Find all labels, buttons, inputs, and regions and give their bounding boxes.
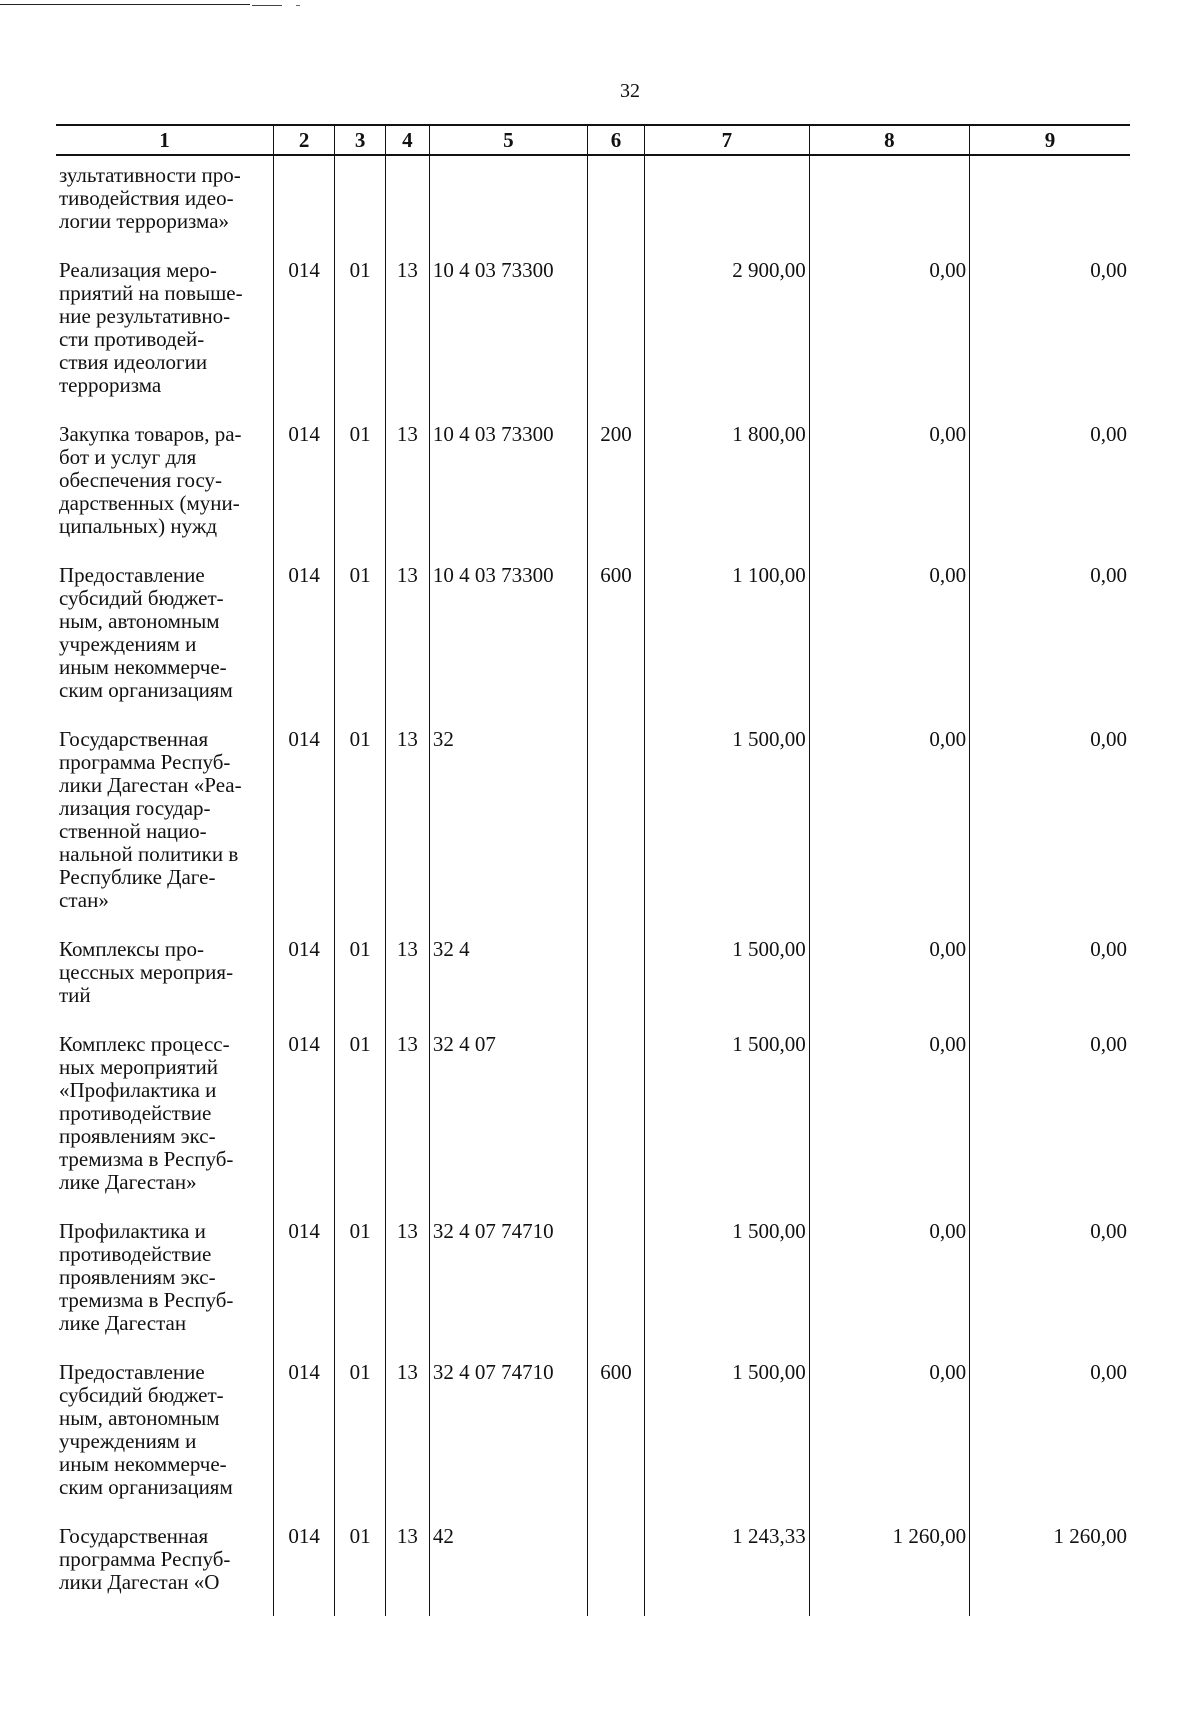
row-ved: 014: [273, 419, 334, 560]
header-rule-fragment: [252, 5, 282, 6]
row-amount-7: 2 900,00: [645, 255, 810, 419]
row-pr: 13: [385, 560, 429, 724]
row-rz: 01: [335, 255, 386, 419]
row-rz: 01: [335, 560, 386, 724]
row-pr: 13: [385, 1029, 429, 1216]
row-pr: 13: [385, 255, 429, 419]
header-rule: [0, 4, 250, 5]
row-amount-8: 0,00: [809, 419, 969, 560]
row-vr: [587, 1029, 644, 1216]
row-ved: 014: [273, 255, 334, 419]
row-ved: 014: [273, 1029, 334, 1216]
row-csr: 32 4: [429, 934, 587, 1029]
table-row: [56, 155, 1130, 255]
row-name: Реализация меро- приятий на повыше- ние результативно- сти противодей- ствия идеологии терроризма: [59, 258, 243, 397]
row-ved: 014: [273, 1521, 334, 1616]
row-pr: 13: [385, 1357, 429, 1521]
row-pr: 13: [385, 1216, 429, 1357]
row-pr: [385, 155, 429, 255]
row-amount-7: 1 243,33: [645, 1521, 810, 1616]
row-vr: [587, 724, 644, 934]
row-vr: 600: [587, 560, 644, 724]
budget-table: [56, 124, 1130, 1616]
row-amount-7: 1 100,00: [645, 560, 810, 724]
row-ved: 014: [273, 1357, 334, 1521]
header-row: [56, 125, 1130, 155]
row-ved: 014: [273, 724, 334, 934]
table-row: [56, 1029, 1130, 1216]
row-vr: [587, 1521, 644, 1616]
row-csr: 42: [429, 1521, 587, 1616]
row-amount-7: 1 500,00: [645, 934, 810, 1029]
column-header-6: 6: [587, 125, 644, 155]
row-name: Государственная программа Респуб- лики Дагестан «О: [59, 1524, 231, 1594]
row-amount-9: 1 260,00: [970, 1521, 1130, 1616]
row-amount-9: 0,00: [970, 560, 1130, 724]
table-row: [56, 934, 1130, 1029]
row-amount-7: [645, 155, 810, 255]
row-rz: 01: [335, 724, 386, 934]
column-header-1: 1: [56, 125, 273, 155]
table-row: [56, 1216, 1130, 1357]
row-amount-9: 0,00: [970, 1357, 1130, 1521]
page-number: 32: [620, 80, 640, 102]
row-name: Предоставление субсидий бюджет- ным, автономным учреждениям и иным некоммерче- ским организациям: [59, 563, 233, 702]
row-vr: [587, 155, 644, 255]
row-rz: 01: [335, 1521, 386, 1616]
row-vr: [587, 1216, 644, 1357]
column-header-7: 7: [645, 125, 810, 155]
row-csr: 32 4 07 74710: [429, 1216, 587, 1357]
column-header-4: 4: [385, 125, 429, 155]
row-csr: 10 4 03 73300: [429, 255, 587, 419]
table-row: [56, 255, 1130, 419]
column-header-3: 3: [335, 125, 386, 155]
row-name: Комплекс процесс- ных мероприятий «Профилактика и противодействие проявлениям экс- тремизма в Респуб- лике Дагестан»: [59, 1032, 234, 1194]
row-vr: 200: [587, 419, 644, 560]
row-name: Государственная программа Респуб- лики Дагестан «Реа- лизация государ- ственной нацио- нальной политики в Республике Даге- стан»: [59, 727, 242, 912]
row-amount-9: 0,00: [970, 724, 1130, 934]
row-vr: 600: [587, 1357, 644, 1521]
row-name: Закупка товаров, ра- бот и услуг для обеспечения госу- дарственных (муни- ципальных) нужд: [59, 422, 242, 538]
row-csr: [429, 155, 587, 255]
row-pr: 13: [385, 724, 429, 934]
row-amount-9: 0,00: [970, 419, 1130, 560]
row-csr: 32 4 07 74710: [429, 1357, 587, 1521]
table-row: [56, 419, 1130, 560]
row-amount-9: 0,00: [970, 934, 1130, 1029]
row-vr: [587, 934, 644, 1029]
row-amount-8: 0,00: [809, 255, 969, 419]
row-amount-8: [809, 155, 969, 255]
column-header-9: 9: [970, 125, 1130, 155]
row-amount-8: 0,00: [809, 1029, 969, 1216]
row-pr: 13: [385, 934, 429, 1029]
table-row: [56, 1357, 1130, 1521]
header-rule-fragment: [296, 5, 300, 6]
row-pr: 13: [385, 1521, 429, 1616]
row-amount-8: 0,00: [809, 560, 969, 724]
row-ved: 014: [273, 1216, 334, 1357]
row-amount-7: 1 500,00: [645, 1216, 810, 1357]
row-csr: 32: [429, 724, 587, 934]
row-rz: 01: [335, 934, 386, 1029]
row-name: зультативности про- тиводействия идео- логии терроризма»: [59, 163, 241, 233]
row-ved: 014: [273, 560, 334, 724]
column-header-5: 5: [429, 125, 587, 155]
row-amount-7: 1 500,00: [645, 1357, 810, 1521]
row-amount-8: 0,00: [809, 934, 969, 1029]
row-amount-9: [970, 155, 1130, 255]
row-rz: 01: [335, 1357, 386, 1521]
row-name: Комплексы про- цессных мероприя- тий: [59, 937, 234, 1007]
row-csr: 10 4 03 73300: [429, 419, 587, 560]
row-amount-7: 1 500,00: [645, 724, 810, 934]
table-row: [56, 1521, 1130, 1616]
row-vr: [587, 255, 644, 419]
table-row: [56, 724, 1130, 934]
row-amount-7: 1 800,00: [645, 419, 810, 560]
row-amount-7: 1 500,00: [645, 1029, 810, 1216]
row-rz: 01: [335, 419, 386, 560]
row-csr: 10 4 03 73300: [429, 560, 587, 724]
row-csr: 32 4 07: [429, 1029, 587, 1216]
row-amount-8: 0,00: [809, 724, 969, 934]
row-rz: 01: [335, 1029, 386, 1216]
row-rz: 01: [335, 1216, 386, 1357]
row-rz: [335, 155, 386, 255]
row-amount-8: 0,00: [809, 1357, 969, 1521]
row-ved: [273, 155, 334, 255]
row-amount-9: 0,00: [970, 255, 1130, 419]
column-header-8: 8: [809, 125, 969, 155]
row-ved: 014: [273, 934, 334, 1029]
row-amount-9: 0,00: [970, 1216, 1130, 1357]
column-header-2: 2: [273, 125, 334, 155]
row-amount-8: 0,00: [809, 1216, 969, 1357]
table-row: [56, 560, 1130, 724]
row-name: Предоставление субсидий бюджет- ным, автономным учреждениям и иным некоммерче- ским организациям: [59, 1360, 233, 1499]
row-amount-9: 0,00: [970, 1029, 1130, 1216]
row-name: Профилактика и противодействие проявлениям экс- тремизма в Респуб- лике Дагестан: [59, 1219, 234, 1335]
row-amount-8: 1 260,00: [809, 1521, 969, 1616]
row-pr: 13: [385, 419, 429, 560]
